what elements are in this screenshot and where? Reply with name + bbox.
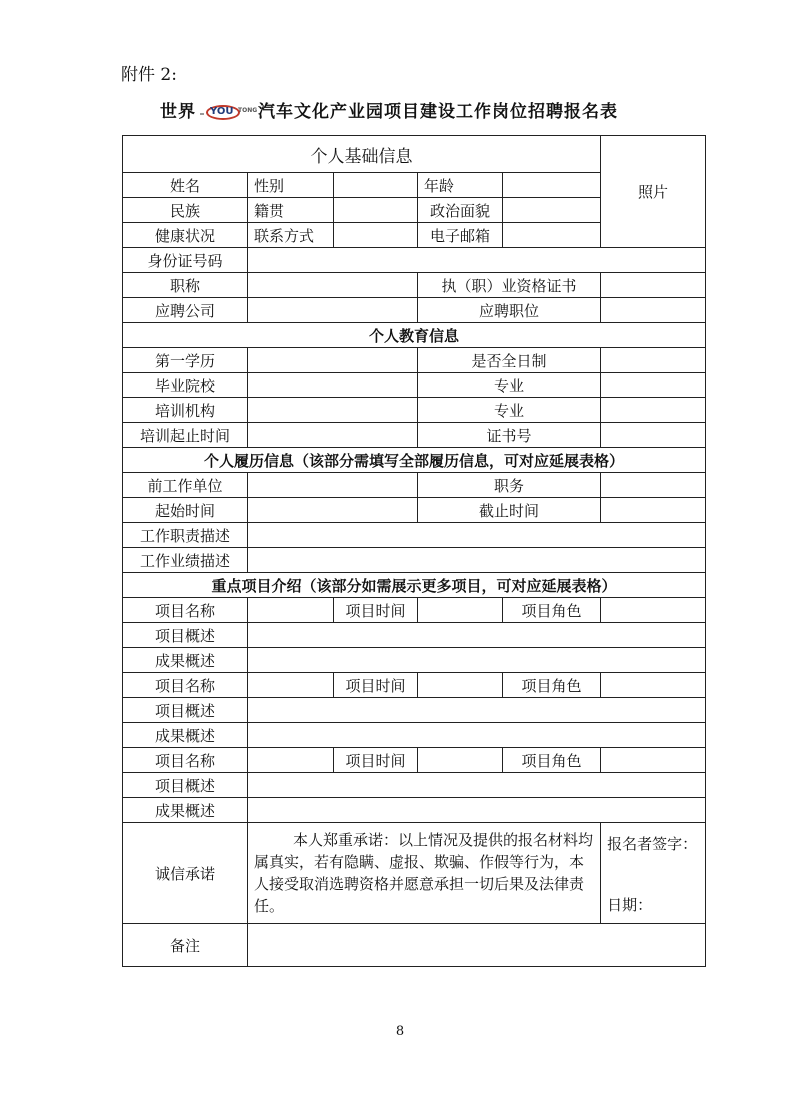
form-title xyxy=(160,97,618,122)
project-role-field[interactable] xyxy=(601,748,706,773)
project-role-label: 项目角色 xyxy=(503,748,601,773)
school-field[interactable] xyxy=(248,373,418,398)
project-time-label: 项目时间 xyxy=(334,598,418,623)
project-role-label: 项目角色 xyxy=(503,598,601,623)
email-label: 电子邮箱 xyxy=(418,223,503,248)
project-overview-label: 项目概述 xyxy=(123,698,248,723)
education-header: 个人教育信息 xyxy=(123,323,706,348)
integrity-pledge-text: 本人郑重承诺：以上情况及提供的报名材料均属真实，若有隐瞒、虚报、欺骗、作假等行为，本人接受取消选聘资格并愿意承担一切后果及法律责任。 xyxy=(254,831,594,915)
ethnicity-label: 民族 xyxy=(123,198,248,223)
project-role-label: 项目角色 xyxy=(503,673,601,698)
job-title-label: 职务 xyxy=(418,473,601,498)
school-label: 毕业院校 xyxy=(123,373,248,398)
age-label: 年龄 xyxy=(418,173,503,198)
contact-field[interactable] xyxy=(334,223,418,248)
training-major-field[interactable] xyxy=(601,398,706,423)
full-time-field[interactable] xyxy=(601,348,706,373)
project-result-label: 成果概述 xyxy=(123,648,248,673)
performance-field[interactable] xyxy=(248,548,706,573)
training-major-label: 专业 xyxy=(418,398,601,423)
project-name-label: 项目名称 xyxy=(123,748,248,773)
integrity-label: 诚信承诺 xyxy=(123,823,248,924)
id-number-field[interactable] xyxy=(248,248,706,273)
logo-text: YOU xyxy=(210,105,234,117)
project-role-field[interactable] xyxy=(601,673,706,698)
project-name-label: 项目名称 xyxy=(123,673,248,698)
date-label: 日期： xyxy=(607,896,653,914)
project-name-label: 项目名称 xyxy=(123,598,248,623)
duties-field[interactable] xyxy=(248,523,706,548)
start-time-field[interactable] xyxy=(248,498,418,523)
signature-cell[interactable] xyxy=(601,823,706,924)
title-rank-field[interactable] xyxy=(248,273,418,298)
start-time-label: 起始时间 xyxy=(123,498,248,523)
title-rank-label: 职称 xyxy=(123,273,248,298)
prev-employer-label: 前工作单位 xyxy=(123,473,248,498)
political-status-field[interactable] xyxy=(503,198,601,223)
remarks-label: 备注 xyxy=(123,924,248,967)
age-field[interactable] xyxy=(503,173,601,198)
training-org-label: 培训机构 xyxy=(123,398,248,423)
name-label: 姓名 xyxy=(123,173,248,198)
certificate-no-field[interactable] xyxy=(601,423,706,448)
project-overview-label: 项目概述 xyxy=(123,773,248,798)
title-prefix: 世界 xyxy=(160,102,196,122)
photo-cell[interactable]: 照片 xyxy=(601,136,706,248)
company-label: 应聘公司 xyxy=(123,298,248,323)
project-name-field[interactable] xyxy=(248,673,334,698)
training-period-field[interactable] xyxy=(248,423,418,448)
gender-field[interactable] xyxy=(334,173,418,198)
end-time-field[interactable] xyxy=(601,498,706,523)
contact-label: 联系方式 xyxy=(248,223,334,248)
youtong-logo xyxy=(198,104,256,122)
attachment-label: 附件 2: xyxy=(121,65,177,85)
health-label: 健康状况 xyxy=(123,223,248,248)
job-title-field[interactable] xyxy=(601,473,706,498)
training-period-label: 培训起止时间 xyxy=(123,423,248,448)
duties-label: 工作职责描述 xyxy=(123,523,248,548)
company-field[interactable] xyxy=(248,298,418,323)
project-overview-field[interactable] xyxy=(248,623,706,648)
project-time-label: 项目时间 xyxy=(334,673,418,698)
signature-label: 报名者签字： xyxy=(607,835,698,853)
project-time-field[interactable] xyxy=(418,673,503,698)
qualification-field[interactable] xyxy=(601,273,706,298)
project-overview-field[interactable] xyxy=(248,698,706,723)
project-time-field[interactable] xyxy=(418,748,503,773)
political-status-label: 政治面貌 xyxy=(418,198,503,223)
project-result-field[interactable] xyxy=(248,648,706,673)
remarks-field[interactable] xyxy=(248,924,706,967)
project-result-field[interactable] xyxy=(248,723,706,748)
first-degree-field[interactable] xyxy=(248,348,418,373)
project-role-field[interactable] xyxy=(601,598,706,623)
integrity-pledge xyxy=(248,823,601,924)
native-place-label: 籍贯 xyxy=(248,198,334,223)
id-number-label: 身份证号码 xyxy=(123,248,248,273)
basic-info-header: 个人基础信息 xyxy=(123,136,601,173)
project-overview-field[interactable] xyxy=(248,773,706,798)
project-result-field[interactable] xyxy=(248,798,706,823)
logo-subtext: TONG xyxy=(238,106,258,114)
title-suffix: 汽车文化产业园项目建设工作岗位招聘报名表 xyxy=(258,102,618,122)
project-name-field[interactable] xyxy=(248,598,334,623)
training-org-field[interactable] xyxy=(248,398,418,423)
page-number: 8 xyxy=(395,1024,405,1039)
application-form-table xyxy=(122,135,706,967)
prev-employer-field[interactable] xyxy=(248,473,418,498)
resume-header: 个人履历信息（该部分需填写全部履历信息，可对应延展表格） xyxy=(123,448,706,473)
email-field[interactable] xyxy=(503,223,601,248)
full-time-label: 是否全日制 xyxy=(418,348,601,373)
major-label: 专业 xyxy=(418,373,601,398)
gender-label: 性别 xyxy=(248,173,334,198)
project-time-label: 项目时间 xyxy=(334,748,418,773)
project-result-label: 成果概述 xyxy=(123,723,248,748)
position-label: 应聘职位 xyxy=(418,298,601,323)
project-time-field[interactable] xyxy=(418,598,503,623)
qualification-label: 执（职）业资格证书 xyxy=(418,273,601,298)
project-overview-label: 项目概述 xyxy=(123,623,248,648)
native-place-field[interactable] xyxy=(334,198,418,223)
project-name-field[interactable] xyxy=(248,748,334,773)
performance-label: 工作业绩描述 xyxy=(123,548,248,573)
certificate-no-label: 证书号 xyxy=(418,423,601,448)
first-degree-label: 第一学历 xyxy=(123,348,248,373)
position-field[interactable] xyxy=(601,298,706,323)
end-time-label: 截止时间 xyxy=(418,498,601,523)
projects-header: 重点项目介绍（该部分如需展示更多项目，可对应延展表格） xyxy=(123,573,706,598)
project-result-label: 成果概述 xyxy=(123,798,248,823)
major-field[interactable] xyxy=(601,373,706,398)
